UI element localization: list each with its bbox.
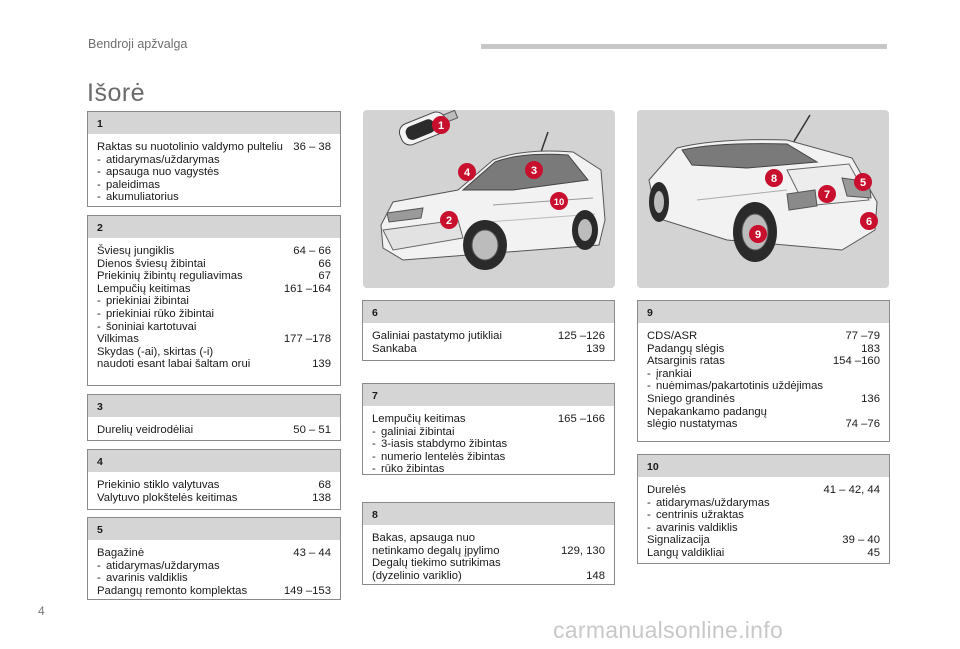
entry-label: Skydas (-ai), skirtas (-i) bbox=[97, 345, 214, 358]
sub-item-text: atidarymas/uždarymas bbox=[656, 496, 770, 509]
dash-marker: - bbox=[372, 438, 376, 451]
entry-row bbox=[647, 393, 880, 406]
info-box-9 bbox=[637, 300, 890, 442]
entry-row bbox=[97, 424, 331, 437]
dash-marker: - bbox=[647, 509, 651, 522]
sub-item-text: šoniniai kartotuvai bbox=[106, 320, 197, 333]
dash-marker: - bbox=[372, 450, 376, 463]
info-box-5 bbox=[87, 517, 341, 600]
entry-label: Galiniai pastatymo jutikliai bbox=[372, 330, 502, 342]
entry-pages: 77 –79 bbox=[845, 330, 880, 342]
entry-row bbox=[97, 141, 331, 154]
info-box-2 bbox=[87, 215, 341, 386]
entry-label: Šviesų jungiklis bbox=[97, 245, 175, 257]
svg-text:6: 6 bbox=[865, 216, 873, 228]
info-box-3 bbox=[87, 394, 341, 441]
sub-item-text: priekiniai žibintai bbox=[106, 295, 189, 308]
entry-row bbox=[647, 484, 880, 497]
callout-9-icon bbox=[749, 225, 767, 243]
dash-marker: - bbox=[647, 521, 651, 534]
entry-row bbox=[97, 270, 331, 283]
box-number: 6 bbox=[363, 301, 614, 323]
entry-pages: 41 – 42, 44 bbox=[823, 484, 880, 496]
sub-item bbox=[97, 321, 331, 334]
dash-marker: - bbox=[647, 496, 651, 509]
entry-row bbox=[97, 358, 331, 371]
dash-marker: - bbox=[97, 572, 101, 585]
sub-item-text: centrinis užraktas bbox=[656, 509, 744, 522]
info-box-1 bbox=[87, 111, 341, 207]
entry-label: slėgio nustatymas bbox=[647, 418, 738, 431]
svg-text:5: 5 bbox=[859, 177, 867, 189]
info-box-7 bbox=[362, 383, 615, 475]
entry-row bbox=[372, 532, 605, 545]
box-number: 7 bbox=[363, 384, 614, 406]
dash-marker: - bbox=[647, 380, 651, 393]
entry-pages: 138 bbox=[312, 491, 331, 504]
entry-pages: 66 bbox=[318, 257, 331, 270]
entry-label: Padangų slėgis bbox=[647, 342, 725, 355]
entry-pages: 68 bbox=[318, 479, 331, 491]
page-title: Išorė bbox=[87, 79, 146, 107]
sub-item-text: apsauga nuo vagystės bbox=[106, 166, 220, 179]
sub-item-text: 3-iasis stabdymo žibintas bbox=[381, 438, 508, 451]
sub-item bbox=[97, 308, 331, 321]
entry-label: Bakas, apsauga nuo bbox=[372, 532, 476, 544]
entry-row bbox=[97, 492, 331, 505]
entry-pages: 67 bbox=[318, 270, 331, 283]
entry-label: naudoti esant labai šaltam orui bbox=[97, 358, 251, 371]
sub-item bbox=[647, 380, 880, 393]
dash-marker: - bbox=[647, 367, 651, 380]
sub-item-text: įrankiai bbox=[656, 367, 692, 380]
header-rule bbox=[481, 44, 887, 49]
entry-label: Sniego grandinės bbox=[647, 392, 735, 405]
sub-item bbox=[647, 522, 880, 535]
entry-pages: 149 –153 bbox=[283, 584, 331, 597]
entry-pages: 125 –126 bbox=[557, 330, 605, 342]
entry-row bbox=[647, 534, 880, 547]
entry-label: CDS/ASR bbox=[647, 330, 698, 342]
callout-4-icon bbox=[458, 163, 476, 181]
entry-row bbox=[97, 547, 331, 560]
callout-6-icon bbox=[860, 212, 878, 230]
box-number: 10 bbox=[638, 455, 889, 477]
entry-pages: 136 bbox=[861, 392, 880, 405]
entry-label: Valytuvo plokštelės keitimas bbox=[97, 491, 238, 504]
sub-item bbox=[647, 509, 880, 522]
box-number: 4 bbox=[88, 450, 340, 472]
callout-2-icon bbox=[440, 211, 458, 229]
entry-pages: 139 bbox=[586, 342, 605, 355]
entry-pages: 148 bbox=[586, 569, 605, 582]
entry-label: Durelių veidrodėliai bbox=[97, 424, 194, 436]
sub-item bbox=[97, 572, 331, 585]
box-number: 3 bbox=[88, 395, 340, 417]
watermark-text: carmanualsonline.info bbox=[553, 617, 784, 643]
entry-pages: 43 – 44 bbox=[293, 547, 331, 559]
rear-car-illustration bbox=[637, 110, 889, 288]
dash-marker: - bbox=[97, 320, 101, 333]
sub-item-text: priekiniai rūko žibintai bbox=[106, 307, 214, 320]
sub-item bbox=[97, 154, 331, 167]
entry-label: Priekinių žibintų reguliavimas bbox=[97, 270, 243, 283]
entry-row bbox=[647, 343, 880, 356]
dash-marker: - bbox=[97, 295, 101, 308]
entry-pages bbox=[325, 346, 331, 359]
entry-row bbox=[372, 343, 605, 356]
entry-label: Padangų remonto komplektas bbox=[97, 584, 248, 597]
entry-pages: 165 –166 bbox=[557, 413, 605, 425]
svg-text:2: 2 bbox=[445, 215, 453, 227]
entry-label: Bagažinė bbox=[97, 547, 145, 559]
sub-item bbox=[647, 368, 880, 381]
sub-item-text: akumuliatorius bbox=[106, 191, 179, 204]
entry-label: Degalų tiekimo sutrikimas bbox=[372, 557, 501, 570]
entry-row bbox=[647, 355, 880, 368]
box-number: 5 bbox=[88, 518, 340, 540]
sub-item bbox=[97, 191, 331, 204]
entry-row bbox=[372, 570, 605, 583]
entry-pages: 50 – 51 bbox=[293, 424, 331, 436]
entry-row bbox=[97, 585, 331, 598]
entry-pages bbox=[599, 557, 605, 570]
page-number: 4 bbox=[38, 604, 45, 618]
entry-label: Sankaba bbox=[372, 342, 417, 355]
entry-pages: 161 –164 bbox=[283, 282, 331, 295]
callout-3-icon bbox=[525, 161, 543, 179]
svg-text:3: 3 bbox=[530, 165, 538, 177]
entry-row bbox=[97, 258, 331, 271]
svg-text:1: 1 bbox=[437, 120, 445, 132]
entry-row bbox=[372, 413, 605, 426]
entry-pages: 183 bbox=[861, 342, 880, 355]
svg-text:4: 4 bbox=[463, 167, 471, 179]
box-number: 1 bbox=[88, 112, 340, 134]
entry-row bbox=[97, 479, 331, 492]
entry-row bbox=[647, 406, 880, 419]
sub-item bbox=[97, 560, 331, 573]
info-box-8 bbox=[362, 502, 615, 585]
sub-item-text: paleidimas bbox=[106, 178, 161, 191]
entry-label: Signalizacija bbox=[647, 534, 710, 547]
svg-text:7: 7 bbox=[823, 189, 831, 201]
sub-item bbox=[647, 497, 880, 510]
callout-1-icon bbox=[432, 116, 450, 134]
sub-item-text: avarinis valdiklis bbox=[106, 572, 188, 585]
front-car-illustration bbox=[363, 110, 615, 288]
dash-marker: - bbox=[97, 307, 101, 320]
entry-label: Vilkimas bbox=[97, 333, 139, 346]
info-box-10 bbox=[637, 454, 890, 564]
entry-pages: 64 – 66 bbox=[293, 245, 331, 257]
entry-label: Atsarginis ratas bbox=[647, 355, 725, 368]
section-header: Bendroji apžvalga bbox=[88, 37, 188, 51]
entry-row bbox=[372, 330, 605, 343]
entry-pages: 36 – 38 bbox=[293, 141, 331, 153]
entry-pages: 129, 130 bbox=[561, 544, 605, 557]
entry-row bbox=[647, 418, 880, 431]
sub-item bbox=[97, 295, 331, 308]
svg-text:9: 9 bbox=[754, 229, 762, 241]
callout-7-icon bbox=[818, 185, 836, 203]
sub-item bbox=[97, 166, 331, 179]
entry-row bbox=[97, 245, 331, 258]
entry-row bbox=[372, 545, 605, 558]
entry-label: Langų valdikliai bbox=[647, 546, 725, 559]
entry-row bbox=[97, 333, 331, 346]
dash-marker: - bbox=[97, 166, 101, 179]
sub-item-text: atidarymas/uždarymas bbox=[106, 153, 220, 166]
entry-row bbox=[372, 557, 605, 570]
dash-marker: - bbox=[372, 425, 376, 438]
box-number: 2 bbox=[88, 216, 340, 238]
entry-label: Durelės bbox=[647, 484, 686, 496]
dash-marker: - bbox=[97, 178, 101, 191]
callout-5-icon bbox=[854, 173, 872, 191]
entry-row bbox=[97, 346, 331, 359]
entry-pages: 154 –160 bbox=[832, 355, 880, 368]
dash-marker: - bbox=[97, 153, 101, 166]
callout-10-icon bbox=[550, 192, 568, 210]
entry-pages: 177 –178 bbox=[283, 333, 331, 346]
entry-label: Dienos šviesų žibintai bbox=[97, 257, 206, 270]
entry-row bbox=[97, 283, 331, 296]
sub-item-text: galiniai žibintai bbox=[381, 425, 455, 438]
entry-label: (dyzelinio variklio) bbox=[372, 569, 462, 582]
sub-item bbox=[372, 451, 605, 464]
callout-8-icon bbox=[765, 169, 783, 187]
svg-text:8: 8 bbox=[770, 173, 778, 185]
entry-label: Raktas su nuotolinio valdymo pulteliu bbox=[97, 141, 283, 153]
sub-item bbox=[97, 179, 331, 192]
box-number: 9 bbox=[638, 301, 889, 323]
entry-row bbox=[647, 547, 880, 560]
entry-label: Priekinio stiklo valytuvas bbox=[97, 479, 220, 491]
dash-marker: - bbox=[97, 191, 101, 204]
info-box-4 bbox=[87, 449, 341, 510]
entry-label: netinkamo degalų įpylimo bbox=[372, 544, 500, 557]
sub-item-text: numerio lentelės žibintas bbox=[381, 450, 506, 463]
info-box-6 bbox=[362, 300, 615, 361]
entry-label: Nepakankamo padangų bbox=[647, 405, 767, 418]
sub-item-text: rūko žibintas bbox=[381, 463, 445, 476]
entry-pages: 39 – 40 bbox=[842, 534, 880, 547]
sub-item-text: avarinis valdiklis bbox=[656, 521, 738, 534]
box-number: 8 bbox=[363, 503, 614, 525]
entry-label: Lempučių keitimas bbox=[372, 413, 466, 425]
entry-pages: 74 –76 bbox=[845, 418, 880, 431]
sub-item bbox=[372, 438, 605, 451]
sub-item-text: atidarymas/uždarymas bbox=[106, 559, 220, 572]
entry-pages: 45 bbox=[867, 546, 880, 559]
entry-pages: 139 bbox=[312, 358, 331, 371]
entry-row bbox=[647, 330, 880, 343]
entry-pages bbox=[874, 406, 880, 419]
svg-text:10: 10 bbox=[553, 197, 565, 208]
sub-item bbox=[372, 426, 605, 439]
sub-item bbox=[372, 463, 605, 476]
entry-pages bbox=[599, 532, 605, 545]
dash-marker: - bbox=[372, 463, 376, 476]
entry-label: Lempučių keitimas bbox=[97, 282, 191, 295]
dash-marker: - bbox=[97, 559, 101, 572]
sub-item-text: nuėmimas/pakartotinis uždėjimas bbox=[656, 380, 824, 393]
